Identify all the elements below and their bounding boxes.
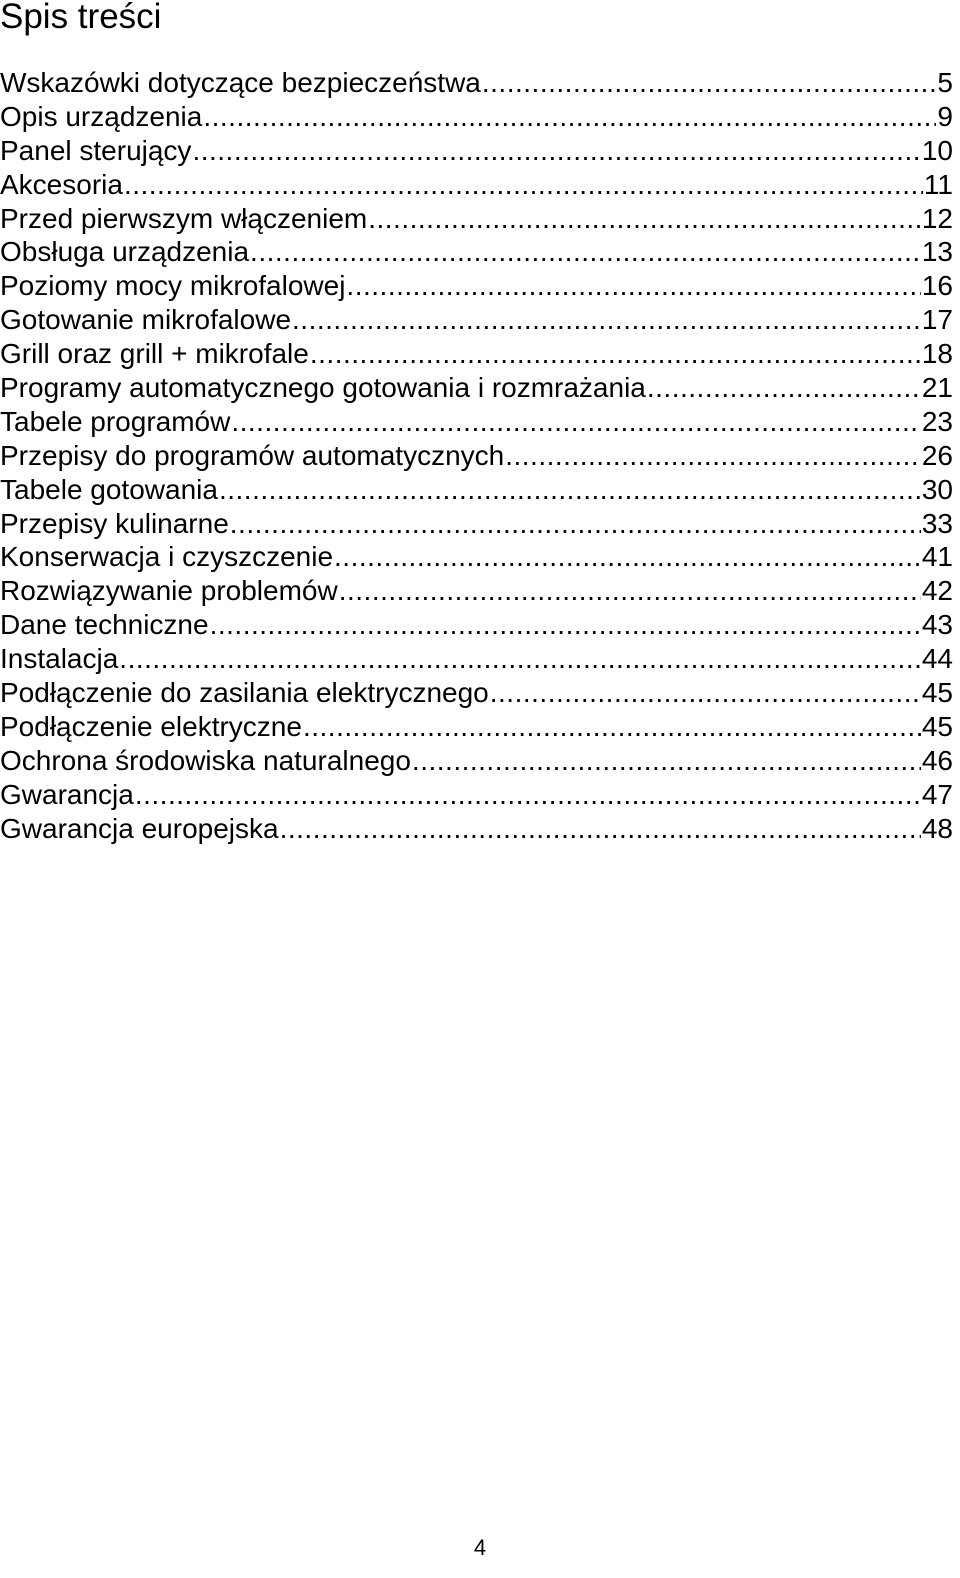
toc-dot-leader <box>292 303 921 337</box>
toc-entry[interactable] <box>0 744 953 778</box>
toc-entry[interactable] <box>0 540 953 574</box>
toc-entry[interactable] <box>0 642 953 676</box>
toc-dot-leader <box>280 812 921 846</box>
toc-entry-label: Obsługa urządzenia <box>0 236 250 268</box>
toc-entry[interactable] <box>0 676 953 710</box>
toc-entry[interactable] <box>0 100 953 134</box>
toc-entry-page: 23 <box>921 405 953 437</box>
toc-entry-page: 44 <box>921 643 953 675</box>
toc-dot-leader <box>219 473 921 507</box>
toc-dot-leader <box>230 507 921 541</box>
toc-entry-page: 45 <box>921 710 953 742</box>
toc-dot-leader <box>192 134 920 168</box>
toc-entry-page: 9 <box>937 100 953 132</box>
toc-dot-leader <box>310 337 921 371</box>
toc-entry-label: Dane techniczne <box>0 609 209 641</box>
toc-entry-page: 42 <box>921 575 953 607</box>
toc-entry[interactable] <box>0 168 953 202</box>
toc-dot-leader <box>339 574 921 608</box>
toc-dot-leader <box>368 202 921 236</box>
toc-entry-page: 11 <box>923 168 953 200</box>
toc-entry-page: 5 <box>937 67 953 98</box>
toc-entry-page: 33 <box>921 507 953 539</box>
toc-entry[interactable] <box>0 710 953 744</box>
toc-entry[interactable] <box>0 507 953 541</box>
toc-entry-page: 17 <box>921 304 953 336</box>
toc-entry-page: 45 <box>921 677 953 709</box>
toc-dot-leader <box>203 100 936 134</box>
toc-entry[interactable] <box>0 269 953 303</box>
toc-dot-leader <box>250 235 921 269</box>
page-title: Spis treści <box>0 0 162 36</box>
toc-entry[interactable] <box>0 303 953 337</box>
toc-entry-label: Przepisy do programów automatycznych <box>0 439 505 471</box>
toc-entry[interactable] <box>0 574 953 608</box>
toc-entry-label: Przed pierwszym włączeniem <box>0 202 368 234</box>
toc-dot-leader <box>334 540 921 574</box>
toc-dot-leader <box>303 710 921 744</box>
toc-entry-label: Panel sterujący <box>0 134 192 166</box>
toc-entry-page: 21 <box>921 372 953 404</box>
toc-entry-label: Wskazówki dotyczące bezpieczeństwa <box>0 67 481 98</box>
toc-entry[interactable] <box>0 134 953 168</box>
toc-dot-leader <box>482 66 937 100</box>
toc-entry-label: Konserwacja i czyszczenie <box>0 541 334 573</box>
toc-entry-label: Rozwiązywanie problemów <box>0 575 338 607</box>
toc-entry-page: 10 <box>921 134 953 166</box>
toc-entry[interactable] <box>0 439 953 473</box>
toc-entry-page: 41 <box>921 541 953 573</box>
toc-entry[interactable] <box>0 608 953 642</box>
toc-entry-page: 16 <box>921 270 953 302</box>
toc-entry-page: 13 <box>921 236 953 268</box>
toc-entry-label: Akcesoria <box>0 168 123 200</box>
toc-dot-leader <box>124 168 923 202</box>
toc-entry-label: Poziomy mocy mikrofalowej <box>0 270 346 302</box>
toc-entry-page: 47 <box>921 778 953 810</box>
toc-entry[interactable] <box>0 235 953 269</box>
toc-dot-leader <box>412 744 921 778</box>
toc-dot-leader <box>210 608 921 642</box>
toc-entry[interactable] <box>0 66 953 100</box>
toc-entry-page: 12 <box>921 202 953 234</box>
toc-entry-page: 18 <box>921 338 953 370</box>
toc-entry[interactable] <box>0 371 953 405</box>
toc-entry-label: Tabele gotowania <box>0 473 218 505</box>
toc-entry-label: Gwarancja <box>0 778 134 810</box>
toc-dot-leader <box>119 642 921 676</box>
table-of-contents <box>0 66 953 845</box>
toc-dot-leader <box>490 676 921 710</box>
toc-entry-page: 26 <box>921 439 953 471</box>
toc-entry-label: Grill oraz grill + mikrofale <box>0 338 309 370</box>
toc-entry-page: 46 <box>921 744 953 776</box>
toc-entry-page: 30 <box>921 473 953 505</box>
toc-entry-label: Programy automatycznego gotowania i rozmrażania <box>0 372 646 404</box>
toc-entry-label: Instalacja <box>0 643 119 675</box>
toc-entry[interactable] <box>0 337 953 371</box>
toc-entry[interactable] <box>0 405 953 439</box>
toc-dot-leader <box>346 269 920 303</box>
toc-entry-label: Opis urządzenia <box>0 100 203 132</box>
toc-entry[interactable] <box>0 202 953 236</box>
toc-entry-page: 48 <box>921 812 953 844</box>
toc-dot-leader <box>231 405 921 439</box>
toc-entry[interactable] <box>0 812 953 846</box>
toc-entry-label: Przepisy kulinarne <box>0 507 229 539</box>
toc-entry-page: 43 <box>921 609 953 641</box>
toc-entry-label: Ochrona środowiska naturalnego <box>0 744 411 776</box>
toc-entry-label: Gwarancja europejska <box>0 812 279 844</box>
toc-entry-label: Tabele programów <box>0 405 231 437</box>
toc-entry[interactable] <box>0 778 953 812</box>
page-number: 4 <box>473 1535 487 1560</box>
toc-dot-leader <box>505 439 921 473</box>
toc-entry-label: Podłączenie do zasilania elektrycznego <box>0 677 489 709</box>
toc-dot-leader <box>647 371 921 405</box>
toc-dot-leader <box>135 778 921 812</box>
toc-entry-label: Podłączenie elektryczne <box>0 710 302 742</box>
toc-entry-label: Gotowanie mikrofalowe <box>0 304 292 336</box>
toc-entry[interactable] <box>0 473 953 507</box>
